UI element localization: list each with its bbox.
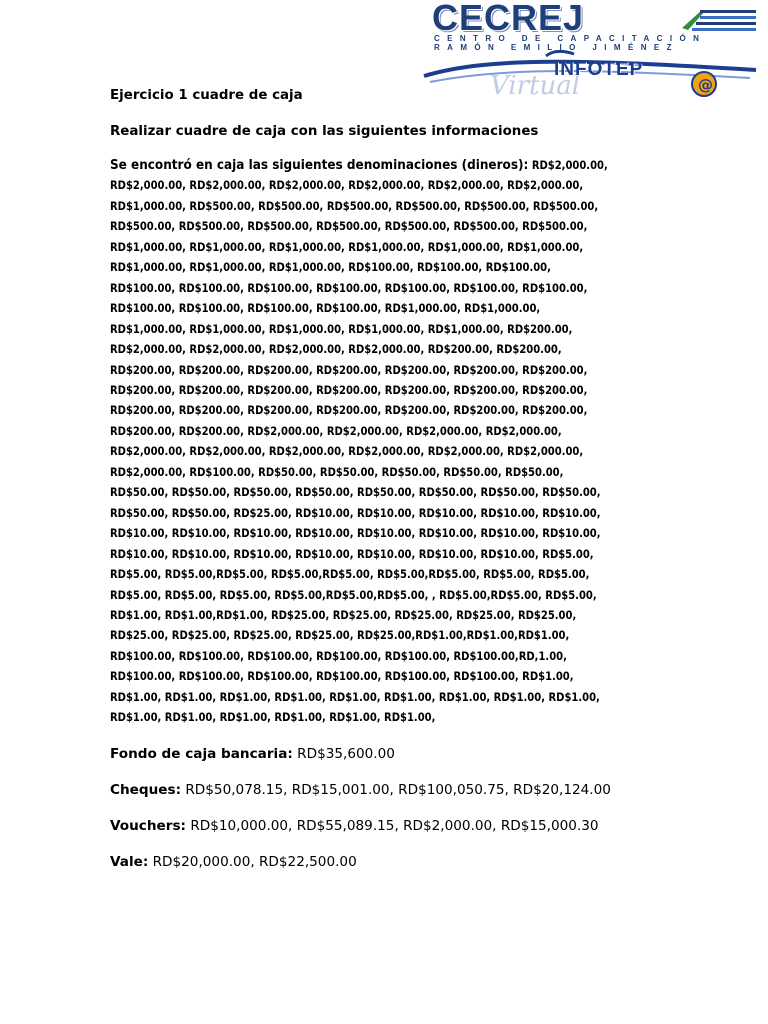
fondo-caja-line [110,746,395,762]
denomination-line: RD$1.00, RD$1.00,RD$1.00, RD$25.00, RD$25.00, RD$25.00, RD$25.00, RD$25.00, [110,608,577,622]
denomination-line: RD$1,000.00, RD$1,000.00, RD$1,000.00, RD$100.00, RD$100.00, RD$100.00, [110,261,551,275]
vale-label: Vale: [110,854,149,870]
denomination-line: RD$1.00, RD$1.00, RD$1.00, RD$1.00, RD$1.00, RD$1.00, RD$1.00, RD$1.00, RD$1.00, [110,690,600,704]
cecrej-stripes-graphic [682,8,756,32]
denomination-line: RD$50.00, RD$50.00, RD$50.00, RD$50.00, RD$50.00, RD$50.00, RD$50.00, RD$50.00, [110,486,601,500]
denomination-line-text: RD$2,000.00, [531,159,608,172]
denomination-line: RD$200.00, RD$200.00, RD$2,000.00, RD$2,000.00, RD$2,000.00, RD$2,000.00, [110,424,562,438]
fondo-caja-label: Fondo de caja bancaria: [110,746,293,762]
svg-text:@: @ [698,76,713,94]
vouchers-label: Vouchers: [110,818,186,834]
cecrej-logo [432,2,752,50]
denomination-line: RD$1.00, RD$1.00, RD$1.00, RD$1.00, RD$1.00, RD$1.00, [110,711,436,725]
denomination-line: RD$200.00, RD$200.00, RD$200.00, RD$200.00, RD$200.00, RD$200.00, RD$200.00, [110,363,588,377]
denomination-line: RD$100.00, RD$100.00, RD$100.00, RD$100.00, RD$1,000.00, RD$1,000.00, [110,302,541,316]
denomination-line: RD$100.00, RD$100.00, RD$100.00, RD$100.00, RD$100.00, RD$100.00,RD,1.00, [110,649,567,663]
cecrej-logo-name: CECREJ [432,0,585,38]
infotep-logo [420,46,760,100]
denomination-line: RD$1,000.00, RD$1,000.00, RD$1,000.00, RD$1,000.00, RD$1,000.00, RD$200.00, [110,322,573,336]
cheques-line [110,782,611,798]
denomination-line [110,156,670,176]
cecrej-logo-line2: RAMÓN EMILIO JIMÉNEZ [434,43,679,52]
denominations-block [110,156,670,729]
denomination-line: RD$10.00, RD$10.00, RD$10.00, RD$10.00, RD$10.00, RD$10.00, RD$10.00, RD$10.00, [110,527,601,541]
denomination-line: RD$1,000.00, RD$500.00, RD$500.00, RD$500.00, RD$500.00, RD$500.00, RD$500.00, [110,199,599,213]
header-logos [420,0,760,100]
denomination-line: RD$10.00, RD$10.00, RD$10.00, RD$10.00, RD$10.00, RD$10.00, RD$10.00, RD$5.00, [110,547,594,561]
denomination-line: RD$2,000.00, RD$2,000.00, RD$2,000.00, RD$2,000.00, RD$2,000.00, RD$2,000.00, [110,179,584,193]
denominations-label: Se encontró en caja las siguientes denominaciones (dineros): [110,158,529,173]
vouchers-line [110,818,599,834]
denomination-line: RD$5.00, RD$5.00, RD$5.00, RD$5.00,RD$5.00,RD$5.00, , RD$5.00,RD$5.00, RD$5.00, [110,588,597,602]
instruction-text: Realizar cuadre de caja con las siguientes informaciones [110,124,539,139]
cheques-label: Cheques: [110,782,182,798]
denomination-line: RD$200.00, RD$200.00, RD$200.00, RD$200.00, RD$200.00, RD$200.00, RD$200.00, [110,383,588,397]
denomination-line: RD$50.00, RD$50.00, RD$25.00, RD$10.00, RD$10.00, RD$10.00, RD$10.00, RD$10.00, [110,506,601,520]
cheques-value: RD$50,078.15, RD$15,001.00, RD$100,050.75, RD$20,124.00 [185,782,611,798]
vouchers-value: RD$10,000.00, RD$55,089.15, RD$2,000.00, RD$15,000.30 [190,818,599,834]
denomination-line: RD$2,000.00, RD$100.00, RD$50.00, RD$50.00, RD$50.00, RD$50.00, RD$50.00, [110,465,564,479]
denomination-line: RD$200.00, RD$200.00, RD$200.00, RD$200.00, RD$200.00, RD$200.00, RD$200.00, [110,404,588,418]
denomination-line: RD$500.00, RD$500.00, RD$500.00, RD$500.00, RD$500.00, RD$500.00, RD$500.00, [110,220,588,234]
vale-line [110,854,357,870]
denomination-line: RD$25.00, RD$25.00, RD$25.00, RD$25.00, RD$25.00,RD$1.00,RD$1.00,RD$1.00, [110,629,570,643]
denomination-line: RD$2,000.00, RD$2,000.00, RD$2,000.00, RD$2,000.00, RD$2,000.00, RD$2,000.00, [110,445,584,459]
infotep-logo-name: INFOTEP [554,59,644,80]
page-title: Ejercicio 1 cuadre de caja [110,88,303,103]
denomination-line: RD$100.00, RD$100.00, RD$100.00, RD$100.00, RD$100.00, RD$100.00, RD$1.00, [110,670,574,684]
denomination-line: RD$1,000.00, RD$1,000.00, RD$1,000.00, RD$1,000.00, RD$1,000.00, RD$1,000.00, [110,240,584,254]
denomination-line: RD$2,000.00, RD$2,000.00, RD$2,000.00, RD$2,000.00, RD$200.00, RD$200.00, [110,343,562,357]
vale-value: RD$20,000.00, RD$22,500.00 [152,854,357,870]
denomination-line: RD$5.00, RD$5.00,RD$5.00, RD$5.00,RD$5.00, RD$5.00,RD$5.00, RD$5.00, RD$5.00, [110,568,590,582]
denomination-line: RD$100.00, RD$100.00, RD$100.00, RD$100.00, RD$100.00, RD$100.00, RD$100.00, [110,281,588,295]
infotep-script-text: Virtual [490,71,581,100]
fondo-caja-value: RD$35,600.00 [297,746,395,762]
cecrej-logo-line1: CENTRO DE CAPACITACIÓN [434,34,707,43]
